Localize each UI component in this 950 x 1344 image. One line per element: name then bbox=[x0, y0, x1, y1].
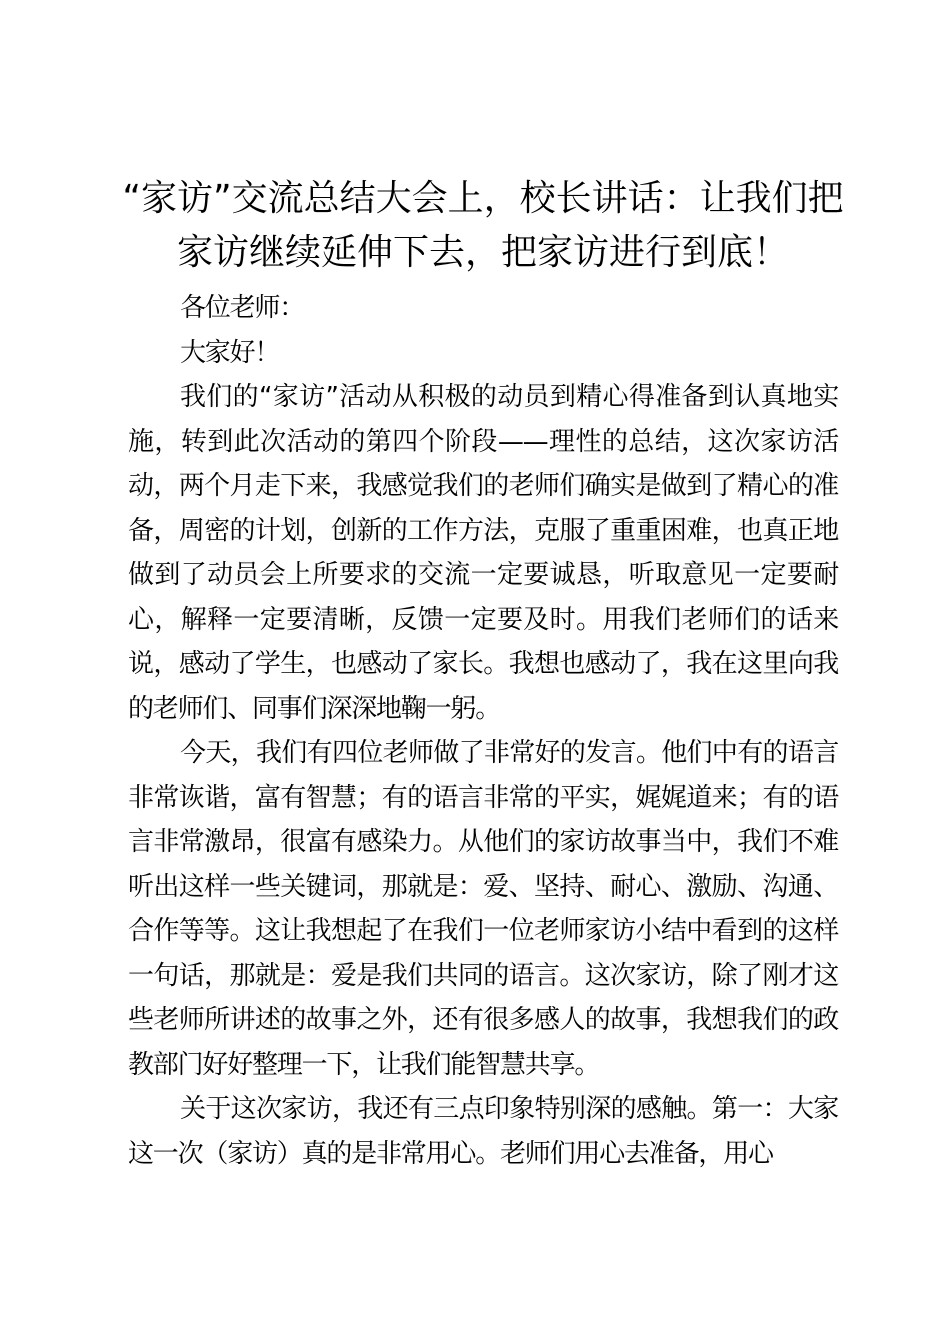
salutation: 各位老师： bbox=[180, 293, 305, 323]
document-title: “家访”交流总结大会上，校长讲话：让我们把家访继续延伸下去，把家访进行到底！ bbox=[122, 178, 844, 273]
document-body bbox=[122, 172, 844, 1176]
body-paragraph: 今天，我们有四位老师做了非常好的发言。他们中有的语言非常诙谐，富有智慧；有的语言非常的平实，娓娓道来；有的语言非常激昂，很富有感染力。从他们的家访故事当中，我们不难听出这样一些关键词，那就是：爱、坚持、耐心、激励、沟通、合作等等。这让我想起了在我们一位老师家访小结中看到的这样一句话，那就是：爱是我们共同的语言。这次家访，除了刚才这些老师所讲述的故事之外，还有很多感人的故事，我想我们的政教部门好好整理一下，让我们能智慧共享。 bbox=[128, 738, 838, 1080]
body-paragraph: 关于这次家访，我还有三点印象特别深的感触。第一：大家这一次（家访）真的是非常用心。老师们用心去准备，用心 bbox=[128, 1094, 838, 1169]
body-paragraph: 我们的“家访”活动从积极的动员到精心得准备到认真地实施，转到此次活动的第四个阶段——理性的总结，这次家访活动，两个月走下来，我感觉我们的老师们确实是做到了精心的准备，周密的计划，创新的工作方法，克服了重重困难，也真正地做到了动员会上所要求的交流一定要诚恳，听取意见一定要耐心，解释一定要清晰，反馈一定要及时。用我们老师们的话来说，感动了学生，也感动了家长。我想也感动了，我在这里向我的老师们、同事们深深地鞠一躬。 bbox=[128, 382, 838, 724]
greeting: 大家好！ bbox=[180, 337, 280, 368]
